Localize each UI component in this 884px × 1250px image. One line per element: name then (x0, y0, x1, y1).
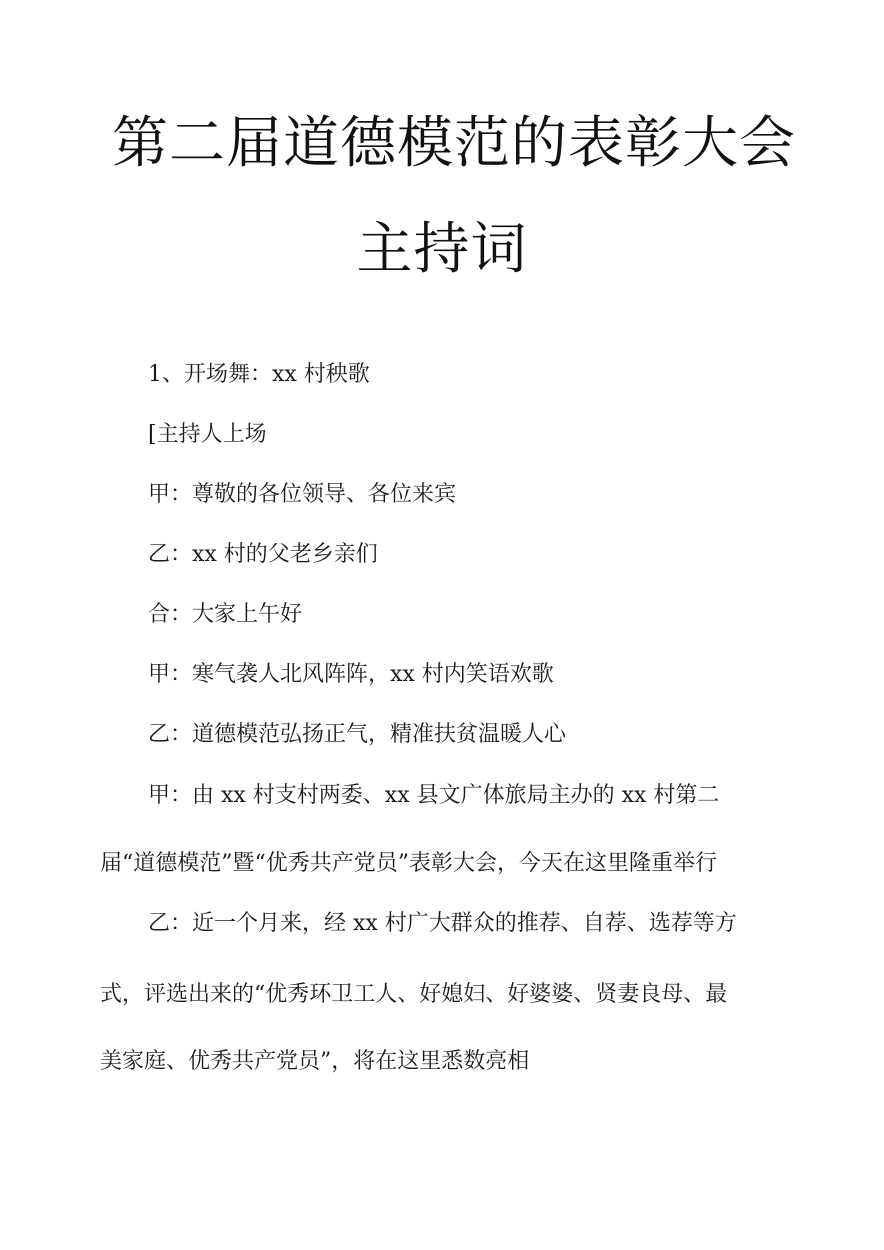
document-title-line-1: 第二届道德模范的表彰大会 (112, 111, 796, 176)
paragraph-together-greeting: 合：大家上午好 (148, 602, 303, 627)
paragraph-host-b-line-2: 乙：道德模范弘扬正气，精准扶贫温暖人心 (148, 722, 567, 747)
document-title-line-2: 主持词 (356, 217, 528, 282)
paragraph-host-a-line-2: 甲：寒气袭人北风阵阵，xx 村内笑语欢歌 (148, 662, 554, 687)
paragraph-host-b-intro-line-3: 美家庭、优秀共产党员”，将在这里悉数亮相 (100, 1049, 530, 1074)
paragraph-host-a-intro-line-1: 甲：由 xx 村支村两委、xx 县文广体旅局主办的 xx 村第二 (148, 783, 720, 808)
paragraph-host-b-intro-line-1: 乙：近一个月来，经 xx 村广大群众的推荐、自荐、选荐等方 (148, 911, 737, 936)
paragraph-opening-dance: 1、开场舞：xx 村秧歌 (148, 362, 370, 387)
paragraph-host-a-intro-line-2: 届“道德模范”暨“优秀共产党员”表彰大会，今天在这里隆重举行 (100, 851, 717, 876)
paragraph-host-b-intro-line-2: 式，评选出来的“优秀环卫工人、好媳妇、好婆婆、贤妻良母、最 (100, 982, 728, 1007)
paragraph-host-entrance: [主持人上场 (148, 422, 267, 447)
paragraph-host-a-greeting: 甲：尊敬的各位领导、各位来宾 (148, 482, 457, 507)
paragraph-host-b-greeting: 乙：xx 村的父老乡亲们 (148, 542, 378, 567)
